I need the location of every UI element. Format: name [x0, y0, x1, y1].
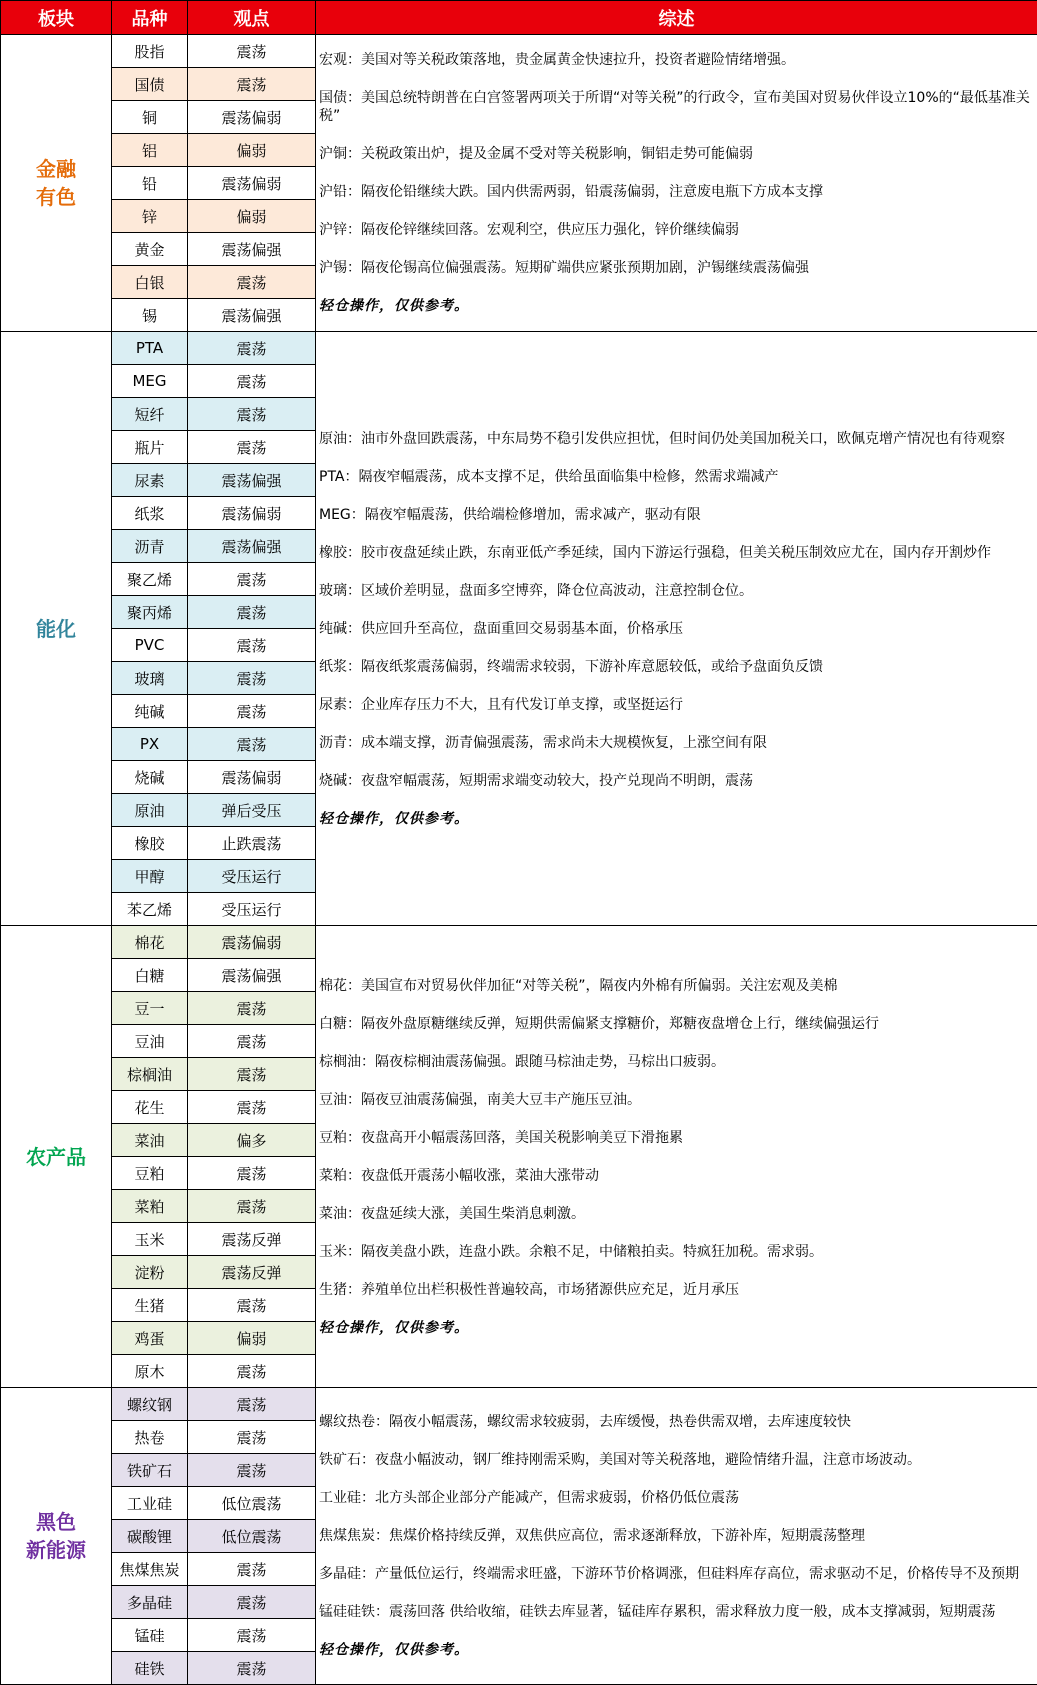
summary-line: 工业硅：北方头部企业部分产能减产，但需求疲弱，价格仍低位震荡 [319, 1490, 739, 1506]
item-view: 震荡偏强 [188, 530, 316, 563]
summary-line: 棕榈油：隔夜棕榈油震荡偏强。跟随马棕油走势，马棕出口疲弱。 [319, 1053, 725, 1070]
item-name: 玻璃 [112, 662, 188, 695]
header-sector: 板块 [1, 1, 112, 35]
item-name: 瓶片 [112, 431, 188, 464]
sector-summary [316, 1388, 1037, 1685]
item-name: 碳酸锂 [112, 1520, 188, 1553]
item-view: 震荡 [188, 1355, 316, 1388]
item-name: 多晶硅 [112, 1586, 188, 1619]
item-name: 工业硅 [112, 1487, 188, 1520]
summary-line: 玉米：隔夜美盘小跌，连盘小跌。余粮不足，中储粮拍卖。特疯狂加税。需求弱。 [319, 1243, 823, 1260]
item-name: 螺纹钢 [112, 1388, 188, 1421]
summary-line: 菜粕：夜盘低开震荡小幅收涨，菜油大涨带动 [319, 1167, 599, 1184]
item-view: 震荡 [188, 1025, 316, 1058]
item-name: 铁矿石 [112, 1454, 188, 1487]
summary-line: 尿素：企业库存压力不大，且有代发订单支撑，或坚挺运行 [319, 696, 683, 713]
item-name: 玉米 [112, 1223, 188, 1256]
item-name: 原木 [112, 1355, 188, 1388]
summary-note: 轻仓操作，仅供参考。 [319, 1642, 469, 1658]
summary-line: 沪锌：隔夜伦锌继续回落。宏观利空，供应压力强化，锌价继续偏弱 [319, 222, 739, 238]
item-view: 偏弱 [188, 1322, 316, 1355]
item-view: 止跌震荡 [188, 827, 316, 860]
item-view: 偏弱 [188, 134, 316, 167]
item-name: 硅铁 [112, 1652, 188, 1685]
item-view: 震荡 [188, 662, 316, 695]
item-view: 震荡偏弱 [188, 926, 316, 959]
item-view: 震荡 [188, 398, 316, 431]
item-view: 震荡 [188, 1190, 316, 1223]
sector-name: 金融 有色 [1, 35, 112, 332]
item-view: 震荡 [188, 1421, 316, 1454]
item-view: 震荡偏强 [188, 464, 316, 497]
item-name: 白银 [112, 266, 188, 299]
item-view: 低位震荡 [188, 1520, 316, 1553]
item-name: 铅 [112, 167, 188, 200]
item-name: 国债 [112, 68, 188, 101]
summary-line: 沥青：成本端支撑，沥青偏强震荡，需求尚未大规模恢复，上涨空间有限 [319, 734, 767, 751]
table-row [1, 332, 1037, 365]
item-view: 偏弱 [188, 200, 316, 233]
summary-line: 铁矿石：夜盘小幅波动，钢厂维持刚需采购，美国对等关税落地，避险情绪升温，注意市场波动。 [319, 1452, 921, 1468]
table-row [1, 1388, 1037, 1421]
item-name: 锌 [112, 200, 188, 233]
item-name: 黄金 [112, 233, 188, 266]
item-view: 震荡偏弱 [188, 167, 316, 200]
summary-line: 玻璃：区域价差明显，盘面多空博弈，降仓位高波动，注意控制仓位。 [319, 582, 753, 599]
item-view: 震荡 [188, 1058, 316, 1091]
item-view: 震荡 [188, 68, 316, 101]
item-view: 震荡 [188, 1157, 316, 1190]
item-name: PVC [112, 629, 188, 662]
item-view: 震荡 [188, 1619, 316, 1652]
item-name: 短纤 [112, 398, 188, 431]
summary-line: 纯碱：供应回升至高位，盘面重回交易弱基本面，价格承压 [319, 620, 683, 637]
item-name: 原油 [112, 794, 188, 827]
item-name: 花生 [112, 1091, 188, 1124]
item-view: 偏多 [188, 1124, 316, 1157]
summary-line: 橡胶：胶市夜盘延续止跌，东南亚低产季延续，国内下游运行强稳，但美关税压制效应尤在，国内存开割炒作 [319, 544, 991, 561]
item-name: 铜 [112, 101, 188, 134]
item-name: PTA [112, 332, 188, 365]
sector-summary [316, 332, 1037, 926]
summary-line: 锰硅硅铁：震荡回落 供给收缩，硅铁去库显著，锰硅库存累积，需求释放力度一般，成本支撑减弱，短期震荡 [319, 1604, 996, 1620]
item-view: 震荡 [188, 629, 316, 662]
item-name: 聚丙烯 [112, 596, 188, 629]
item-view: 震荡 [188, 1586, 316, 1619]
header-view: 观点 [188, 1, 316, 35]
item-view: 震荡 [188, 728, 316, 761]
summary-line: 宏观：美国对等关税政策落地，贵金属黄金快速拉升，投资者避险情绪增强。 [319, 52, 795, 68]
item-name: 烧碱 [112, 761, 188, 794]
item-name: 白糖 [112, 959, 188, 992]
header-row [1, 1, 1037, 35]
summary-note: 轻仓操作，仅供参考。 [319, 1319, 469, 1336]
summary-line: 螺纹热卷：隔夜小幅震荡，螺纹需求较疲弱，去库缓慢，热卷供需双增，去库速度较快 [319, 1414, 851, 1430]
item-name: 菜粕 [112, 1190, 188, 1223]
item-view: 震荡偏弱 [188, 101, 316, 134]
sector-group-agriculture [1, 926, 1037, 1388]
item-view: 震荡偏弱 [188, 497, 316, 530]
item-view: 震荡偏强 [188, 959, 316, 992]
summary-line: 多晶硅：产量低位运行，终端需求旺盛，下游环节价格调涨，但硅料库存高位，需求驱动不足，价格传导不及预期 [319, 1566, 1019, 1582]
item-view: 震荡 [188, 332, 316, 365]
item-name: 菜油 [112, 1124, 188, 1157]
item-view: 震荡 [188, 365, 316, 398]
item-name: 苯乙烯 [112, 893, 188, 926]
item-view: 震荡反弹 [188, 1256, 316, 1289]
item-name: 纸浆 [112, 497, 188, 530]
summary-note: 轻仓操作，仅供参考。 [319, 810, 469, 827]
item-view: 震荡偏强 [188, 233, 316, 266]
table-row [1, 926, 1037, 959]
item-view: 震荡 [188, 695, 316, 728]
item-name: 锰硅 [112, 1619, 188, 1652]
item-name: 生猪 [112, 1289, 188, 1322]
item-name: 锡 [112, 299, 188, 332]
item-name: 棉花 [112, 926, 188, 959]
summary-line: 沪铜：关税政策出炉，提及金属不受对等关税影响，铜铝走势可能偏弱 [319, 146, 753, 162]
item-view: 弹后受压 [188, 794, 316, 827]
sector-group-energy-chemicals [1, 332, 1037, 926]
item-view: 震荡 [188, 1289, 316, 1322]
item-name: 橡胶 [112, 827, 188, 860]
header-item: 品种 [112, 1, 188, 35]
sector-name: 能化 [1, 332, 112, 926]
summary-line: 烧碱：夜盘窄幅震荡，短期需求端变动较大，投产兑现尚不明朗，震荡 [319, 772, 753, 789]
item-name: 股指 [112, 35, 188, 68]
summary-line: 原油：油市外盘回跌震荡，中东局势不稳引发供应担忧，但时间仍处美国加税关口，欧佩克增产情况也有待观察 [319, 430, 1005, 447]
item-name: 棕榈油 [112, 1058, 188, 1091]
summary-line: 沪铅：隔夜伦铅继续大跌。国内供需两弱，铅震荡偏弱，注意废电瓶下方成本支撑 [319, 184, 823, 200]
item-name: 热卷 [112, 1421, 188, 1454]
summary-line: 菜油：夜盘延续大涨，美国生柴消息刺激。 [319, 1205, 585, 1222]
header-summary: 综述 [316, 1, 1037, 35]
item-name: 鸡蛋 [112, 1322, 188, 1355]
item-view: 震荡 [188, 431, 316, 464]
item-name: 尿素 [112, 464, 188, 497]
item-view: 受压运行 [188, 893, 316, 926]
summary-line: 纸浆：隔夜纸浆震荡偏弱，终端需求较弱，下游补库意愿较低，或给予盘面负反馈 [319, 658, 823, 675]
summary-line: 沪锡：隔夜伦锡高位偏强震荡。短期矿端供应紧张预期加剧，沪锡继续震荡偏强 [319, 260, 809, 276]
sector-group-black-new-energy [1, 1388, 1037, 1685]
item-name: 聚乙烯 [112, 563, 188, 596]
item-name: 豆粕 [112, 1157, 188, 1190]
item-view: 震荡反弹 [188, 1223, 316, 1256]
item-view: 震荡 [188, 1652, 316, 1685]
item-view: 震荡 [188, 1553, 316, 1586]
summary-line: MEG：隔夜窄幅震荡，供给端检修增加，需求减产，驱动有限 [319, 506, 701, 523]
summary-line: 豆油：隔夜豆油震荡偏强，南美大豆丰产施压豆油。 [319, 1091, 641, 1108]
sector-name: 黑色 新能源 [1, 1388, 112, 1685]
summary-line: 生猪：养殖单位出栏积极性普遍较高，市场猪源供应充足，近月承压 [319, 1281, 739, 1298]
item-name: MEG [112, 365, 188, 398]
summary-line: 焦煤焦炭：焦煤价格持续反弹，双焦供应高位，需求逐渐释放，下游补库，短期震荡整理 [319, 1528, 865, 1544]
summary-line: 豆粕：夜盘高开小幅震荡回落，美国关税影响美豆下滑拖累 [319, 1129, 683, 1146]
sector-summary [316, 35, 1037, 332]
item-name: 铝 [112, 134, 188, 167]
item-view: 震荡 [188, 1091, 316, 1124]
item-view: 震荡 [188, 266, 316, 299]
sector-name: 农产品 [1, 926, 112, 1388]
summary-line: 棉花：美国宣布对贸易伙伴加征“对等关税”，隔夜内外棉有所偏弱。关注宏观及美棉 [319, 977, 838, 994]
item-view: 震荡偏弱 [188, 761, 316, 794]
table-row [1, 35, 1037, 68]
item-name: 豆一 [112, 992, 188, 1025]
item-name: 豆油 [112, 1025, 188, 1058]
item-view: 低位震荡 [188, 1487, 316, 1520]
item-name: 甲醇 [112, 860, 188, 893]
item-view: 震荡 [188, 563, 316, 596]
item-view: 受压运行 [188, 860, 316, 893]
item-view: 震荡偏强 [188, 299, 316, 332]
summary-line: PTA：隔夜窄幅震荡，成本支撑不足，供给虽面临集中检修，然需求端减产 [319, 468, 779, 485]
item-view: 震荡 [188, 596, 316, 629]
item-name: 焦煤焦炭 [112, 1553, 188, 1586]
item-name: 淀粉 [112, 1256, 188, 1289]
item-name: 纯碱 [112, 695, 188, 728]
item-view: 震荡 [188, 1454, 316, 1487]
summary-line: 国债：美国总统特朗普在白宫签署两项关于所谓“对等关税”的行政令，宣布美国对贸易伙伴设立10%的“最低基准关税” [319, 90, 1030, 124]
item-view: 震荡 [188, 1388, 316, 1421]
item-view: 震荡 [188, 992, 316, 1025]
summary-line: 白糖：隔夜外盘原糖继续反弹，短期供需偏紧支撑糖价，郑糖夜盘增仓上行，继续偏强运行 [319, 1015, 879, 1032]
item-view: 震荡 [188, 35, 316, 68]
sector-summary [316, 926, 1037, 1388]
summary-note: 轻仓操作，仅供参考。 [319, 298, 469, 314]
sector-group-finance-metals [1, 35, 1037, 332]
item-name: 沥青 [112, 530, 188, 563]
item-name: PX [112, 728, 188, 761]
